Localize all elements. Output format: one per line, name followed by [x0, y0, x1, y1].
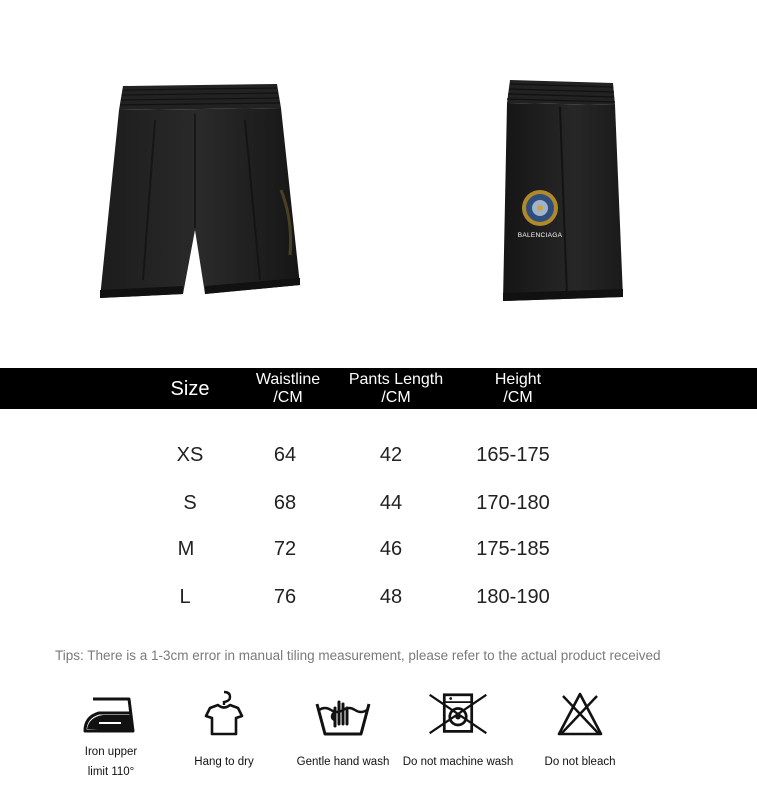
cell-size: M — [177, 537, 195, 560]
iron-icon — [79, 686, 143, 742]
cell-length: 42 — [379, 443, 403, 466]
care-label-no-bleach: Do not bleach — [544, 756, 616, 768]
header-height-label: Height — [494, 370, 542, 388]
care-label-hand-wash: Gentle hand wash — [296, 756, 390, 768]
cell-length: 44 — [379, 491, 403, 514]
table-row — [0, 534, 757, 564]
no-machine-wash-icon — [426, 686, 490, 742]
shorts-side-image — [495, 75, 630, 305]
header-waistline-unit: /CM — [273, 388, 303, 406]
cell-size: S — [183, 491, 197, 514]
cell-waist: 76 — [273, 585, 297, 608]
shorts-front-image — [95, 80, 305, 305]
care-item-no-bleach — [532, 686, 628, 796]
header-pants-length — [335, 368, 457, 409]
cell-length: 46 — [379, 537, 403, 560]
header-waistline — [238, 368, 338, 409]
hand-wash-icon — [311, 686, 375, 742]
care-label-no-machine-wash: Do not machine wash — [402, 756, 514, 768]
header-height-unit: /CM — [503, 388, 533, 406]
table-row — [0, 488, 757, 518]
table-row — [0, 440, 757, 470]
cell-size: L — [179, 585, 191, 608]
header-height — [468, 368, 568, 409]
care-item-hand-wash — [294, 686, 392, 796]
cell-waist: 68 — [273, 491, 297, 514]
cell-waist: 64 — [273, 443, 297, 466]
care-label-iron-2: limit 110° — [87, 766, 135, 778]
cell-size: XS — [176, 443, 204, 466]
care-label-iron-1: Iron upper — [84, 746, 138, 758]
product-photos — [0, 0, 757, 365]
care-label-hang-dry: Hang to dry — [194, 756, 254, 768]
header-size: Size — [170, 377, 210, 400]
cell-height: 165-175 — [476, 443, 550, 466]
cell-waist: 72 — [273, 537, 297, 560]
header-length-unit: /CM — [381, 388, 411, 406]
cell-height: 180-190 — [476, 585, 550, 608]
header-length-label: Pants Length — [348, 370, 444, 388]
brand-mark: BALENCIAGA — [517, 232, 563, 239]
size-table-header — [0, 368, 757, 409]
cell-height: 170-180 — [476, 491, 550, 514]
care-item-no-machine-wash — [400, 686, 516, 796]
header-waistline-label: Waistline — [255, 370, 321, 388]
care-item-iron — [70, 686, 152, 796]
cell-height: 175-185 — [476, 537, 550, 560]
hang-dry-icon — [192, 686, 256, 742]
care-item-hang-dry — [183, 686, 265, 796]
measurement-tips: Tips: There is a 1-3cm error in manual tiling measurement, please refer to the actual product received — [55, 648, 661, 663]
no-bleach-icon — [548, 686, 612, 742]
cell-length: 48 — [379, 585, 403, 608]
table-row — [0, 582, 757, 612]
